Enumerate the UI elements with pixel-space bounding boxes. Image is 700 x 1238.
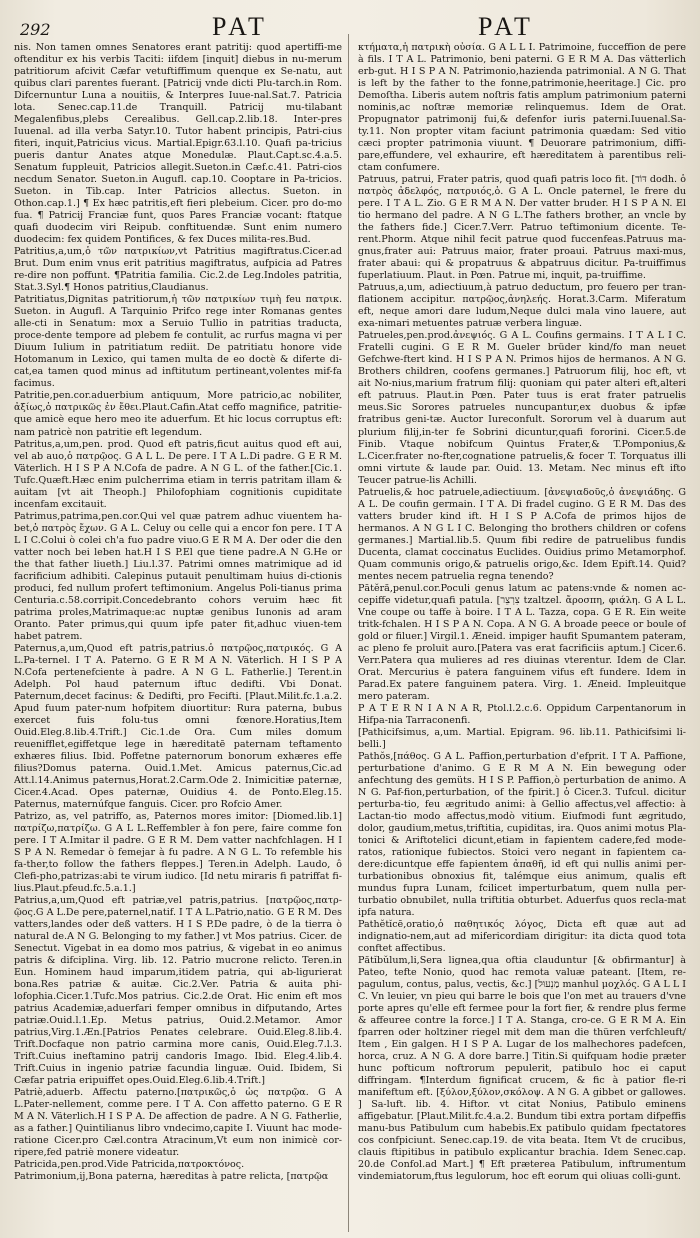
dictionary-entry: Patrimus,patrima,pen.cor.Qui vel quæ patrem adhuc viuentem ha-bet,ὁ πατρὸς ἔχων. G A L. Celuy ou celle qui a encor fon pere. I T A L I C.Colui ò colei ch'a fuo padre viuo.G E R M A. Der oder die den vatter noch bei leben hat.H I S P.El que tiene padre.A N G.He or the that father liueth.] Liu.l.37. Patrimi omnes matrimique ad id facrificium adhibiti. Calepinus putauit penultimam huius di-ctionis produci, fed nullum profert teftimonium. Angelus Poli-tianus prima Centuria.c.58.corripit.Concedebranto cohors veruim hæc fit patrima proles,Matrimaque:ac nuptæ genibus Iunonis ad aram Oranto. Pater primus,qui quum ipfe pater fit,adhuc viuen-tem habet patrem. (14, 510, 342, 642)
dictionary-entry: Patruus,a,um, adiectiuum,à patruo deductum, pro feuero per tran-flationem accipitur. πατρῷος,ἀνηλεής. Horat.3.Carm. Miferatum eft, neque amori dare ludum,Neque dulci mala vino lauere, aut exa-nimari metuentes patruæ verbera linguæ. (358, 282, 686, 330)
dictionary-entry: Patruus, patrui, Frater patris, quod quafi patris loco fit. [דּוֹד dodh. ὁ πατρὸς ἀδελφός, πατρυιός,ὁ. G A L. Oncle paternel, le frere du pere. I T A L. Zio. G E R M A N. Der vatter bruder. H I S P A N. El tio hermano del padre. A N G L.The fathers brother, an vncle by the fathers fide.] Cicer.7.Verr. Patruo teftimonium dicente. Te-rent.Phorm. Atque nihil fecit patrue quod fuccenfeas.Patruus ma-gnus,frater aui: Patruus maior, frater proaui. Patruus maxi-mus, frater abaui: qui & propatruus & abpatruus dicitur. Pa-truiffimus fuperlatiuum. Plaut. in Pœn. Patrue mi, inquit, pa-truiffime. (358, 174, 686, 282)
dictionary-entry: Patricida,pen.prod.Vide Patricida,πατροκτόνος. (14, 1159, 245, 1171)
dictionary-entry: Patritie,pen.cor.aduerbium antiquum, More patricio,ac nobiliter, ἀξίως,ὁ πατρικῶς ἐν ἔθει.Plaut.Cafin.Atat ceffo magnifice, patritie-que amicè eque hero meo ite aduerfum. Et hic locus corruptus eft: nam patricè non patritie eft legendum. (14, 390, 342, 438)
dictionary-entry: Patritiatus,Dignitas patritiorum,ἡ τῶν πατρικίων τιμὴ feu πατρικ. Sueton. in Augufl. A Tarquinio Prifco rege inter Romanas gentes alle-cti in Senatum: mox a Seruio Tullio in patritias traducta, proce-dente tempore ad plebem fe contulit, ac rurfus magna vi per Diuum Iulium in patritiatum rediit. De patritiatu honore vide Hotomanum in Lexico, qui tamen multa de eo doctè & diferte di-cat,ea tamen quod minus ad inftitutum pertineant,volentes mif-fa facimus. (14, 294, 342, 390)
dictionary-entry: Patritus,a,um,pen. prod. Quod eft patris,ficut auitus quod eft aui, vel ab auo,ὁ πατρῷος. G A L L. De pere. I T A L.Di padre. G E R M. Väterlich. H I S P A N.Cofa de padre. A N G L. of the father.[Cic.1. Tufc.Quæft.Hæc enim pulcherrima etiam in terris patritam illam & auitam [vt ait Theoph.] Philofophiam cognitionis cupiditate incenfam excitauit. (14, 438, 342, 510)
dictionary-entry: P A T E R N I A N A R, Ptol.l.2.c.6. Oppidum Carpentanorum in Hifpa-nia Tarraconenfi. (358, 702, 686, 726)
dictionary-entry: Paternus,a,um,Quod eft patris,patrius.ὁ πατρῷος,πατρικός. G A L.Pa-ternel. I T A. Paterno. G E R M A N. Väterlich. H I S P A N.Cofa pertenefciente à padre. A N G L. Fatherlie.] Terent.in Adelph. Pol haud paternum iftuc dedifti. Vbi Donat. Paternum,decet facinus: & Dedifti, pro Fecifti. [Plaut.Milit.fc.1.a.2. Apud fuum pater-num hofpitem diuortitur: Rura paterna, bubus exercet fuis folu-tus omni fœnore.Horatius,Item Ouid.Eleg.8.lib.4.Trift.] Cic.1.de Ora. Cum miles domum reuenifflet,egiffetque lege in hæreditatē paternam teftamento exhæres filius. Ibid. Poffetne paternorum bonorum exhæres effe filius?Domus paterna. Ouid.1.Met. Amicus paternus,Cic.ad Att.l.14.Animus paternus,Horat.2.Carm.Ode 2. Inimicitiæ paternæ, Cicer.4.Acad. Opes paternæ, Ouidius 4. de Ponto.Eleg.15. Paternus, maternúfque fanguis. Cicer. pro Rofcio Amer. (14, 642, 342, 810)
dictionary-entry: Pātĕră,penul.cor.Poculi genus latum ac patens:vnde & nomen ac-cepiffe videtur,quafi patula. [צִרְצֵר tzaltzel. ἄροσπη, φιάλη. G A L L. Vne coupe ou taffe à boire. I T A L. Tazza, copa. G E R. Ein weite tritk-fchalen. H I S P A N. Copa. A N G. A broade peece or boule of gold or filuer.] Virgil.1. Æneid. impiger haufit Spumantem pateram, ac pleno fe proluit auro.[Patera vas erat facrificiis aptum.] Cicer.6. Verr.Patera qua mulieres ad res diuinas vterentur. Idem de Clar. Orat. Mercurius è patera fanguinem vifus eft fundere. Idem in Parad.Ex patere fanguinem patera. Virg. 1. Æneid. Impleuitque mero pateram. (358, 582, 686, 702)
page-header (0, 12, 700, 46)
dictionary-entry: Pathŏs,[πάθος. G A L. Paffion,perturbation d'efprit. I T A. Paffione, perturbatione d'animo. G E R M A N. Ein bewegung oder anfechtung des gemüts. H I S P. Paffion,ò perturbation de animo. A N G. Paf-fion,perturbation, of the fpirit.] ὁ Cicer.3. Tufcul. dicitur perturba-tio, feu ægritudo animi: à Gellio affectus,vel affectio: à Lactan-tio modo affectus,modò vitium. Eiufmodi funt ægritudo, dolor, gaudium,metus,triftitia, cupiditas, ira. Quos animi motus Pla-tonici & Ariftotelici dicunt,etiam in fapientem cadere,fed mode-ratos, rationique fubiectos. Stoici vero negant in fapientem ca-dere:dicuntque effe fapientem ἀπαθῆ, id eft qui nullis animi per-turbationibus obnoxius fit, talémque eius animum, qualis eft mundus fupra Lunam, fcilicet imperturbatum, quem nulla per-turbatio obnubilet, nulla triftitia obturbet. Aduerfus quos recla-mat ipfa natura. (358, 750, 686, 919)
dictionary-entry: Patruelis,& hoc patruele,adiectiuum. [ἀνεψιαδοῦς,ὁ ἀνεψιάδης. G A L. De coufin germain. I T A. Di fradel cugino. G E R M. Das des vatters bruder kind ift. H I S P A.Cofa de primos hijos de hermanos. A N G L I C. Belonging tho brothers children or cofens germanes.] Martial.lib.5. Quum fibi redire de patruelibus fundis Ducenta, clamat coccinatus Euclides. Ouidius primo Metamorphof. Quam communis origo,& patruelis origo,&c. Idem Epift.14. Quid? mentes necem patruelia regna tenendo? (358, 486, 686, 582)
left-column (14, 42, 342, 1232)
running-head-right: PAT (478, 12, 534, 41)
dictionary-entry: Pathĕtĭcē,oratio,ὁ παθητικός λόγος, Dicta eft quæ aut ad indignatio-nem,aut ad mifericordiam dirigitur: ita dicta quod tota conftet affectibus. (358, 919, 686, 955)
dictionary-entry: Patrius,a,um,Quod eft patriæ,vel patris,patrius. [πατρῷος,πατρ-ῷος.G A L.De pere,paternel,natif. I T A L.Patrio,natio. G E R M. Des vatters,landes oder deß vatters. H I S P.De padre, ò de la tierra ò natural de.A N G. Belonging to my father.] vt Mos patrius. Cicer. de Senectut. Vigebat in ea domo mos patrius, & vigebat in eo animus patris & difciplina. Virg. lib. 12. Patrio mucrone relicto. Teren.in Eun. Hominem haud imparum,itidem patria, qui ab-ligurierat bona.Res patriæ & auitæ. Cic.2.Ver. Patria & auita phi-lofophia.Cicer.1.Tufc.Mos patrius. Cic.2.de Orat. Hic enim eft mos patrius Academiæ,aduerfari femper omnibus in difputando, Artes patriæ.Ouid.l.1.Ep. Metus patrius, Ouid.2.Metamor. Amor patrius,Virg.1.Æn.[Patrios Penates celebrare. Ouid.Eleg.8.lib.4. Trift.Docfaque non patrio carmina more canis, Ouid.Eleg.7.l.3. Trift.Cuius ineftamino patrij candoris Imago. Ibid. Eleg.4.lib.4. Trift.Cuius in ingenio patriæ facundia linguæ. Ouid. Ibidem, Si Cæfar patria eripuiffet opes.Ouid.Eleg.6.lib.4.Trift.] (14, 895, 342, 1087)
right-column (358, 42, 686, 1232)
page-number: 292 (20, 20, 51, 39)
dictionary-entry: Patriè,aduerb. Affectu paterno.[πατρικῶς,ὁ ὡς πατρῷα. G A L.Pater-nellement, comme pere. I T A. Con affetto paterno. G E R M A N. Väterlich.H I S P A. De affection de padre. A N G. Fatherlie, as a father.] Quintilianus libro vndecimo,capite I. Viuunt hac mode-ratione Cicer.pro Cæl.contra Atracinum,Vt eum non inimicè cor-ripere,fed patriè monere videatur. (14, 1087, 342, 1159)
dictionary-entry: Pătĭbŭlum,li,Sera lignea,qua oftia clauduntur [& obfirmantur] à Pateo, tefte Nonio, quod hac remota valuæ pateant. [Item, re-pagulum, contus, palus, vectis, &c.] [מַנְעוּל manhul μοχλός. G A L L I C. Vn leuier, vn pieu qui barre le bois que l'on met au trauers d'vne porte apres qu'elle eft fermee pour la fort fier, & rendre plus ferme & affeuree contre la force.] I T A. Stanga, cro-ce. G E R M A. Ein fparren oder holtziner riegel mit dem man die thüren verfchleuft/ Item , Ein galgen. H I S P A. Lugar de los malhechores padefcen, horca, cruz. A N G. A dore barre.] Titin.Si quifquam hodie præter hunc pofticum noftrorum pepulerit, patibulo hoc ei caput diffringam. ¶Interdum fignificat crucem, & fic à patior fle-ri manifeftum eft. [ξύλον,ξύλον,σκόλοψ. A N G. A gibbet or gallowes. ] Sa-luft. lib. 4. Hiftor. vt citat Nonius, Patibulo eminens affigebatur. [Plaut.Milit.fc.4.a.2. Bundum tibi extra portam difpeffis manu-bus Patibulum cum habebis.Ex patibulo quidam fpectatores cos confpiciunt. Senec.cap.19. de vita beata. Item Vt de crucibus, clauis ftipitibus in patibulo explicantur brachia. Idem Senec.cap. 20.de Confol.ad Mart.] ¶ Eft præterea Patibulum, inftrumentum vindemiatorum,ftus legulorum, hoc eft eorum qui oliuas colli-gunt. (358, 955, 686, 1183)
dictionary-entry: Patritius,a,um,ὁ τῶν πατρικίων,vt Patritius magiftratus.Cicer.ad Brut. Dum enim vnus erit patritius magiftratus, aufpicia ad Patres re-dire non poffunt. ¶Patritia familia. Cic.2.de Leg.Indoles patritia, Stat.3.Syl.¶ Honos patritius,Claudianus. (14, 246, 342, 294)
dictionary-entry: Patrizo, as, vel patriffo, as, Paternos mores imitor: [Diomed.lib.1] πατρίζω,πατρίζω. G A L L.Reffembler à fon pere, faire comme fon pere. I T A.Imitar il padre. G E R M. Dem vatter nachfchlagen. H I S P A N. Remedar ò femejar à fu padre. A N G L. To refemble his fa-ther,to follow the fathers fleppes.] Teren.in Adelph. Laudo, ô Clefi-pho,patrizas:abi te virum iudico. [Id netu miraris fi patriffat fi-lius.Plaut.pfeud.fc.5.a.1.] (14, 811, 342, 895)
dictionary-entry: nis. Non tamen omnes Senatores erant patritij: quod apertiffi-me oftenditur ex his verbis Taciti: iifdem [inquit] diebus in nu-merum patritiorum afcivit Cæfar vetuftiffimum quenque ex Se-natu, aut quibus clari parentes fuerant. [Patricij vnde dicti Plu-tarch.in Rom. Difcernuntur Luna a nouitiis, & Interpres Iuue-nal.Sat.7. Patricia lota. Senec.cap.11.de Tranquill. Patricij mu-tilabant Megalenfibus,plebs Cerealibus. Gell.cap.2.lib.18. Inter-pres Iuuenal. ad illa verba Satyr.10. Tutor habent principis, Patri-cius fiteri, inquit,Patricius vicus. Martial.Epigr.63.l.10. Quafi pa-tricius pueris dantur Anates atque Monedulæ. Plaut.Capt.sc.4.a.5. Senatum fuppleuit, Patricios allegit.Sueton.in Cæf.c.41. Patri-cios necdum Senator. Sueton.in Augufl. cap.10. Cooptare in Pa-tricios. Sueton. in Tib.cap. Inter Patricios allectus. Sueton. in Othon.cap.1.] ¶ Ex hæc patritis,eft fieri plebeium. Cicer. pro do-mo fua. ¶ Patricij Franciæ funt, quos Pares Franciæ vocant: ftatque quafi duodecim viri Reipub. conftituendæ. Sunt enim numero duodecim: fex quidem Pontifices, & fex Duces milita-res.Bud. (14, 42, 342, 246)
dictionary-entry: Patrimonium,ij,Bona paterna, hæreditas à patre relicta, [πατρῷα (14, 1171, 329, 1183)
dictionary-entry: Patrueles,pen.prod.ἀνεψιός. G A L. Coufins germains. I T A L I C. Fratelli cugini. G E R M. Gueler brüder kind/fo man neuet Gefchwe-ftert kind. H I S P A N. Primos hijos de hermanos. A N G. Brothers children, coofens germanes.] Patruorum filij, hoc eft, vt ait No-nius,marium fratrum filij: quoniam qui pater alteri eft,alteri eft patruus. Plaut.in Pœn. Pater tuus is erat frater patruelis meus.Sic Sorores patrueles nuncupantur,ex duobus & ipfæ fratribus geni-tæ. Auctor Iureconfult. Sororum vel à duarum aut plurium filij,in-ter fe Sobrini dicuntur,quafi fororini. Cicer.5.de Finib. Vtaque nobifcum Quintus Frater,& T.Pomponius,& L.Cicer.frater no-fter,cognatione patruelis,& focer T. Torquatus illi omni virtute & laude par. Ouid. 13. Metam. Nec minus eft ifto Teucer patrue-lis Achilli. (358, 330, 686, 486)
column-divider (348, 34, 349, 1232)
dictionary-entry: [Pathicifsimus, a,um. Martial. Epigram. 96. lib.11. Pathicifsimi li-belli.] (358, 726, 686, 750)
running-head-left: PAT (212, 12, 268, 41)
dictionary-entry: κτήματα,ἡ πατρικὴ οὐσία. G A L L I. Patrimoine, fucceffion de pere à fils. I T A L. Patrimonio, beni paterni. G E R M A. Das vätterlich erb-gut. H I S P A N. Patrimonio,hazienda patrimonial. A N G. That is left by the father to the fonne,patrimonie,heeritage.] Cic. pro Demoſtha. Liberis autem noſtris fatis amplum patrimonium paterni nominis,ac noſtræ memoriæ relinquemus. Idem de Orat. Propugnator patrimonij fui,& defenfor iuris paterni.Iuuenal.Sa-ty.11. Non propter vitam faciunt patrimonia quædam: Sed vitio cæci propter patrimonia viuunt. ¶ Deuorare patrimonium, diffi-pare,effundere, vel exhaurire, eft hæreditatem à parentibus reli-ctam confumere. (358, 42, 686, 174)
